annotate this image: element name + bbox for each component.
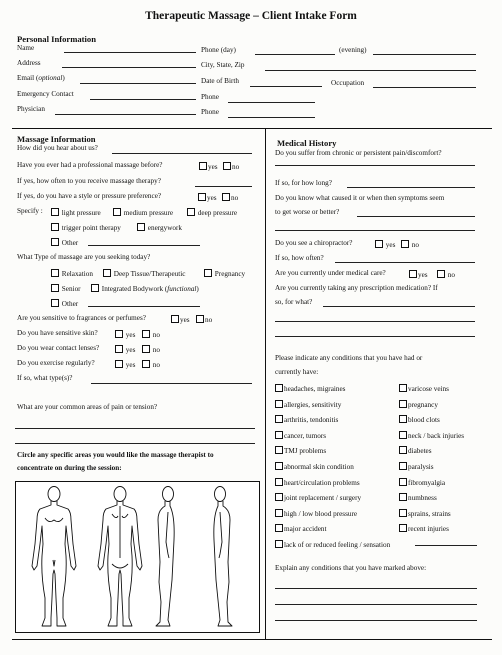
condition-label: numbness [408, 494, 437, 503]
city-label: City, State, Zip [201, 61, 245, 69]
medication-label-1: Are you currently taking any prescription medication? If [275, 284, 438, 292]
left-side-view-figure [156, 487, 174, 627]
condition-label: major accident [284, 525, 327, 534]
other-pressure-option[interactable]: Other [50, 238, 78, 247]
how-long-label: If so, for how long? [275, 179, 332, 187]
phone-evening-label: (evening) [339, 46, 367, 54]
cause-field[interactable] [357, 216, 475, 217]
light-pressure-option[interactable]: light pressure [50, 208, 101, 217]
condition-varicose-veins[interactable] [398, 384, 449, 393]
pain-areas-label: What are your common areas of pain or tension? [17, 403, 158, 411]
checkbox[interactable] [171, 315, 179, 323]
condition-label: blood clots [408, 416, 440, 425]
physician-field[interactable] [55, 114, 196, 115]
condition-paralysis[interactable] [398, 462, 434, 471]
medical-care-yes[interactable]: yes [408, 270, 428, 279]
condition-label: diabetes [408, 447, 432, 456]
exercise-type-field[interactable] [91, 383, 252, 384]
physician-phone-field[interactable] [228, 117, 315, 118]
checkbox[interactable] [204, 269, 212, 277]
checkbox[interactable] [137, 223, 145, 231]
checkbox[interactable] [275, 478, 283, 486]
checkbox[interactable] [437, 270, 445, 278]
checkbox[interactable] [275, 446, 283, 454]
exercise-no[interactable]: no [141, 360, 160, 369]
how-often-chiro-field[interactable] [335, 262, 475, 263]
medical-care-no[interactable]: no [436, 270, 455, 279]
chiropractor-no[interactable]: no [400, 240, 419, 249]
checkbox[interactable] [222, 193, 230, 201]
medication-label-2: so, for what? [275, 298, 313, 306]
checkbox[interactable] [409, 270, 417, 278]
condition-pregnancy[interactable] [398, 400, 438, 409]
condition-label: recent injuries [408, 525, 449, 534]
checkbox[interactable] [275, 462, 283, 470]
condition-label: TMJ problems [284, 447, 327, 456]
relaxation-option[interactable]: Relaxation [50, 269, 93, 278]
checkbox[interactable] [401, 240, 409, 248]
deep-pressure-option[interactable]: deep pressure [186, 208, 237, 217]
condition-label: headaches, migraines [284, 385, 346, 393]
checkbox[interactable] [51, 238, 59, 246]
condition-joint-replacement-surgery[interactable] [274, 493, 361, 502]
sensitive-skin-label: Do you have sensitive skin? [17, 329, 98, 337]
pregnancy-option[interactable]: Pregnancy [203, 269, 245, 278]
fragrance-yes[interactable]: yes [170, 315, 190, 324]
pain-areas-field-1[interactable] [15, 428, 255, 429]
condition-major-accident[interactable] [274, 524, 327, 533]
name-field[interactable] [64, 52, 196, 53]
sensitive-skin-yes[interactable]: yes [114, 330, 135, 339]
other-type-option[interactable]: Other [50, 299, 78, 308]
email-label: Email (optional) [17, 74, 65, 82]
checkbox[interactable] [275, 400, 283, 408]
checkbox[interactable] [199, 162, 207, 170]
checkbox[interactable] [51, 223, 59, 231]
exercise-type-label: If so, what type(s)? [17, 374, 73, 382]
fragrance-label: Are you sensitive to fragrances or perfumes? [17, 314, 146, 322]
address-field[interactable] [62, 67, 196, 68]
condition-label: varicose veins [408, 385, 449, 393]
medication-field-2[interactable] [275, 321, 475, 322]
sensitive-skin-no[interactable]: no [141, 330, 160, 339]
section-divider [12, 128, 492, 129]
checkbox[interactable] [115, 345, 123, 353]
style-preference-no[interactable]: no [221, 193, 238, 202]
circle-areas-instruction-2: concentrate on during the session: [17, 464, 122, 472]
medium-pressure-option[interactable]: medium pressure [112, 208, 173, 217]
checkbox[interactable] [113, 208, 121, 216]
emergency-contact-field[interactable] [90, 99, 196, 100]
how-often-field[interactable] [195, 186, 252, 187]
checkbox[interactable] [275, 384, 283, 392]
medical-history-heading: Medical History [277, 138, 337, 148]
fragrance-no[interactable]: no [195, 315, 212, 324]
checkbox[interactable] [275, 493, 283, 501]
cause-label-1: Do you know what caused it or when then symptoms seem [275, 194, 445, 202]
checkbox[interactable] [51, 284, 59, 292]
checkbox[interactable] [51, 299, 59, 307]
how-often-label: If yes, how often to you receive massage therapy? [17, 177, 161, 185]
energywork-option[interactable]: energywork [136, 223, 182, 232]
checkbox[interactable] [196, 315, 204, 323]
city-field[interactable] [265, 70, 476, 71]
condition-label: joint replacement / surgery [284, 494, 362, 503]
checkbox[interactable] [275, 509, 283, 517]
condition-headaches-migraines[interactable] [274, 384, 345, 393]
checkbox[interactable] [223, 162, 231, 170]
massage-info-heading: Massage Information [17, 134, 96, 144]
checkbox[interactable] [275, 415, 283, 423]
checkbox[interactable] [399, 446, 407, 454]
pain-areas-field-2[interactable] [15, 443, 255, 444]
checkbox[interactable] [275, 524, 283, 532]
checkbox[interactable] [399, 400, 407, 408]
checkbox[interactable] [375, 240, 383, 248]
checkbox[interactable] [115, 330, 123, 338]
condition-label: lack of or reduced feeling / sensation [284, 541, 391, 549]
condition-heart-circulation-problems[interactable] [274, 478, 360, 487]
condition-label: high / low blood pressure [284, 509, 358, 518]
checkbox[interactable] [399, 478, 407, 486]
checkbox[interactable] [399, 415, 407, 423]
checkbox[interactable] [103, 269, 111, 277]
exercise-yes[interactable]: yes [114, 360, 135, 369]
back-view-figure [98, 487, 142, 627]
hear-about-label: How did you hear about us? [17, 144, 98, 152]
condition-fibromyalgia[interactable] [398, 478, 445, 487]
emergency-phone-label: Phone [201, 93, 219, 101]
condition-arthritis-tendonitis[interactable] [274, 415, 338, 424]
condition-recent-injuries[interactable] [398, 524, 449, 533]
column-divider [265, 129, 266, 639]
medical-care-label: Are you currently under medical care? [275, 269, 386, 277]
condition-lack-of-or-reduced-feeling-sensation[interactable] [274, 540, 390, 549]
deep-tissue-option[interactable]: Deep Tissue/Therapeutic [102, 269, 185, 278]
condition-label: neck / back injuries [408, 431, 465, 440]
senior-option[interactable]: Senior [50, 284, 81, 293]
body-figures-drawing[interactable] [16, 482, 259, 632]
medication-field-3[interactable] [275, 336, 475, 337]
physician-label: Physician [17, 105, 45, 113]
phone-day-field[interactable] [255, 54, 335, 55]
front-view-figure [32, 487, 76, 627]
hear-about-field[interactable] [112, 153, 252, 154]
condition-label: cancer, tumors [284, 431, 327, 440]
massage-type-label: What Type of massage are you seeking today? [17, 253, 151, 261]
occupation-field[interactable] [373, 87, 476, 88]
condition-label: fibromyalgia [408, 478, 446, 487]
emergency-contact-label: Emergency Contact [17, 90, 74, 98]
massage-before-yes[interactable]: yes [198, 162, 218, 171]
condition-label: allergies, sensitivity [284, 400, 342, 409]
checkbox[interactable] [187, 208, 195, 216]
checkbox[interactable] [399, 493, 407, 501]
explain-conditions-label: Explain any conditions that you have marked above: [275, 564, 427, 572]
how-often-chiro-label: If so, how often? [275, 254, 324, 262]
contact-lenses-yes[interactable]: yes [114, 345, 135, 354]
form-title: Therapeutic Massage – Client Intake Form [145, 10, 357, 22]
other-type-field[interactable] [88, 306, 200, 307]
condition-allergies-sensitivity[interactable] [274, 400, 341, 409]
explain-field-2[interactable] [275, 604, 477, 605]
chronic-pain-label: Do you suffer from chronic or persistent pain/discomfort? [275, 149, 442, 157]
phone-evening-field[interactable] [373, 54, 476, 55]
specify-label: Specify : [17, 207, 43, 215]
checkbox[interactable] [51, 208, 59, 216]
condition-tmj-problems[interactable] [274, 446, 326, 455]
style-preference-label: If yes, do you have a style or pressure preference? [17, 192, 162, 200]
checkbox[interactable] [275, 540, 283, 548]
circle-areas-instruction-1: Circle any specific areas you would like the massage therapist to [17, 451, 214, 459]
address-label: Address [17, 59, 41, 67]
contact-lenses-no[interactable]: no [141, 345, 160, 354]
checkbox[interactable] [399, 462, 407, 470]
physician-phone-label: Phone [201, 108, 219, 116]
checkbox[interactable] [275, 431, 283, 439]
name-label: Name [17, 44, 35, 52]
condition-cancer-tumors[interactable] [274, 431, 326, 440]
occupation-label: Occupation [331, 79, 365, 87]
emergency-phone-field[interactable] [228, 102, 315, 103]
condition-sprains-strains[interactable] [398, 509, 451, 518]
email-field[interactable] [80, 83, 196, 84]
chiropractor-label: Do you see a chiropractor? [275, 239, 353, 247]
indicate-conditions-label-1: Please indicate any conditions that you have had or [275, 354, 423, 362]
checkbox[interactable] [399, 524, 407, 532]
checkbox[interactable] [142, 345, 150, 353]
cause-label-2: to get worse or better? [275, 208, 340, 216]
massage-before-label: Have you ever had a professional massage before? [17, 161, 163, 169]
page-bottom-rule [12, 639, 492, 640]
condition-label: abnormal skin condition [284, 463, 354, 471]
explain-field-1[interactable] [275, 588, 477, 589]
medication-field[interactable] [323, 306, 475, 307]
indicate-conditions-label-2: currently have: [275, 368, 319, 376]
checkbox[interactable] [142, 330, 150, 338]
checkbox[interactable] [142, 360, 150, 368]
condition-label: sprains, strains [408, 509, 451, 518]
checkbox[interactable] [399, 509, 407, 517]
checkbox[interactable] [399, 431, 407, 439]
cause-field-2[interactable] [275, 230, 475, 231]
explain-field-3[interactable] [275, 620, 477, 621]
chiropractor-yes[interactable]: yes [374, 240, 395, 249]
massage-before-no[interactable]: no [222, 162, 239, 171]
phone-day-label: Phone (day) [201, 46, 236, 54]
condition-label: heart/circulation problems [284, 478, 360, 487]
trigger-point-option[interactable]: trigger point therapy [50, 223, 121, 232]
right-side-view-figure [214, 487, 232, 627]
condition-blood-clots[interactable] [398, 415, 440, 424]
condition-diabetes[interactable] [398, 446, 432, 455]
checkbox[interactable] [115, 360, 123, 368]
reduced-feeling-field[interactable] [415, 545, 477, 546]
condition-high-low-blood-pressure[interactable] [274, 509, 357, 518]
checkbox[interactable] [51, 269, 59, 277]
style-preference-yes[interactable]: yes [197, 193, 217, 202]
other-pressure-field[interactable] [88, 245, 200, 246]
checkbox[interactable] [399, 384, 407, 392]
personal-info-heading: Personal Information [17, 34, 97, 44]
chronic-pain-field[interactable] [275, 165, 475, 166]
exercise-label: Do you exercise regularly? [17, 359, 95, 367]
dob-field[interactable] [250, 86, 322, 87]
contact-lenses-label: Do you wear contact lenses? [17, 344, 100, 352]
condition-label: pregnancy [408, 400, 438, 409]
condition-label: paralysis [408, 463, 434, 471]
checkbox[interactable] [198, 193, 206, 201]
condition-label: arthritis, tendonitis [284, 416, 339, 425]
dob-label: Date of Birth [201, 77, 239, 85]
how-long-field[interactable] [347, 187, 475, 188]
body-chart[interactable] [15, 481, 260, 633]
integrated-bodywork-option[interactable]: Integrated Bodywork (functional) [90, 284, 199, 293]
checkbox[interactable] [91, 284, 99, 292]
condition-abnormal-skin-condition[interactable] [274, 462, 354, 471]
condition-neck-back-injuries[interactable] [398, 431, 464, 440]
condition-numbness[interactable] [398, 493, 437, 502]
